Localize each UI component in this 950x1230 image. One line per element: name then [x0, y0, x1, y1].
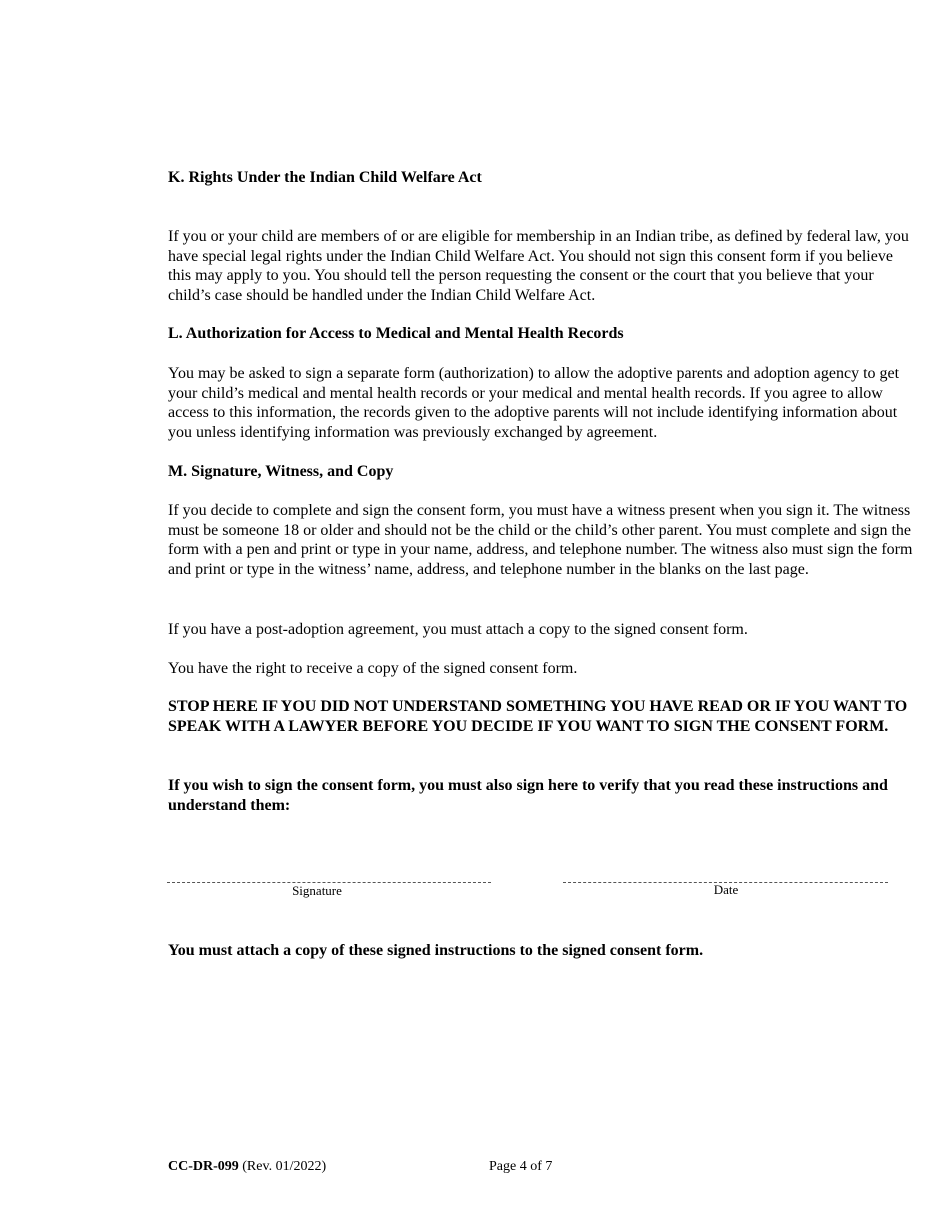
- section-k-heading: K. Rights Under the Indian Child Welfare Act: [168, 169, 482, 186]
- verify-notice: If you wish to sign the consent form, you must also sign here to verify that you read these instructions and understand them:: [168, 777, 888, 814]
- section-m-paragraph-witness: If you decide to complete and sign the consent form, you must have a witness present when you sign it. The witness must be someone 18 or older and should not be the child or the child’s other parent. You must complete and sign the form with a pen and print or type in your name, address, and telephone number. The witness also must sign the form and print or type in the witness’ name, address, and telephone number in the blanks on the last page.: [168, 502, 913, 579]
- attach-notice: You must attach a copy of these signed instructions to the signed consent form.: [168, 942, 704, 959]
- section-l-heading: L. Authorization for Access to Medical and Mental Health Records: [168, 325, 624, 342]
- date-label: Date: [713, 882, 739, 897]
- signature-label: Signature: [292, 883, 342, 898]
- footer-form-number: CC-DR-099: [168, 1159, 239, 1174]
- footer-page-number: Page 4 of 7: [489, 1159, 553, 1174]
- section-k-paragraph: If you or your child are members of or are eligible for membership in an Indian tribe, as defined by federal law, you have special legal rights under the Indian Child Welfare Act. You should not sign this consent form if you believe this may apply to you. You should tell the person requesting the consent or the court that you believe that your child’s case should be handled under the Indian Child Welfare Act.: [168, 228, 909, 305]
- footer-revision: (Rev. 01/2022): [242, 1159, 327, 1174]
- stop-notice: STOP HERE IF YOU DID NOT UNDERSTAND SOMETHING YOU HAVE READ OR IF YOU WANT TO SPEAK WITH A LAWYER BEFORE YOU DECIDE IF YOU WANT TO SIGN THE CONSENT FORM.: [168, 698, 908, 735]
- section-m-paragraph-copy-right: You have the right to receive a copy of the signed consent form.: [168, 660, 578, 677]
- section-m-paragraph-post-adoption: If you have a post-adoption agreement, you must attach a copy to the signed consent form.: [168, 621, 748, 638]
- section-l-paragraph: You may be asked to sign a separate form (authorization) to allow the adoptive parents and adoption agency to get your child’s medical and mental health records or your medical and mental health records. If you agree to allow access to this information, the records given to the adoptive parents will not include identifying information about you unless identifying information was previously exchanged by agreement.: [168, 365, 900, 442]
- footer-form-id: [168, 1158, 326, 1176]
- section-m-heading: M. Signature, Witness, and Copy: [168, 463, 394, 480]
